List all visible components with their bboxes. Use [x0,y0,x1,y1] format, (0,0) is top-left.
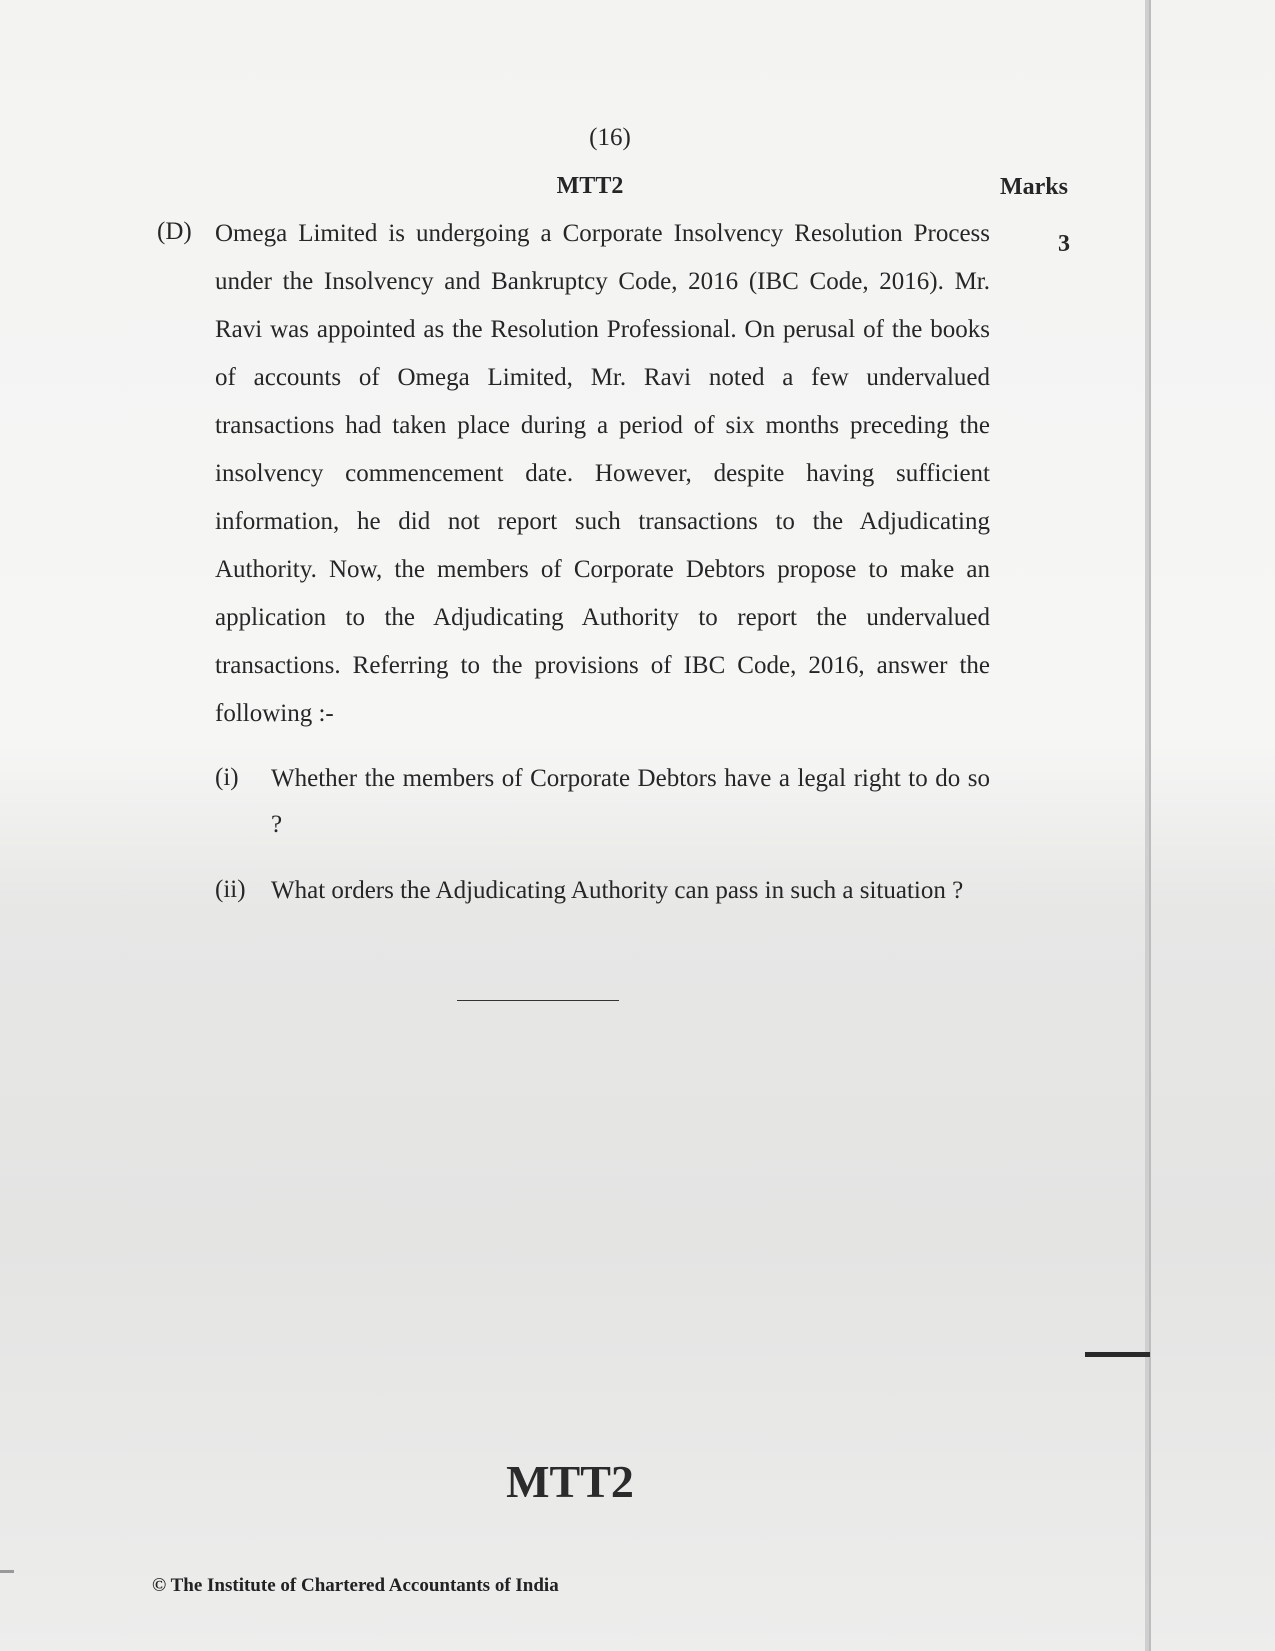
question-body: Omega Limited is undergoing a Corporate Insolvency Resolution Process under the Insolvency and Bankruptcy Code, 2016 (IBC Code, 2016). Mr. Ravi was appointed as the Resolution Professional. On perusal of the books of accounts of Omega Limited, Mr. Ravi noted a few undervalued transactions had taken place during a period of six months preceding the insolvency commencement date. However, despite having sufficient information, he did not report such transactions to the Adjudicating Authority. Now, the members of Corporate Debtors propose to make an application to the Adjudicating Authority to report the undervalued transactions. Referring to the provisions of IBC Code, 2016, answer the following :- [215,220,990,727]
sub-question-label: (ii) [215,876,246,903]
question-label: (D) [157,218,192,245]
sub-question-text: What orders the Adjudicating Authority can pass in such a situation ? [271,877,964,904]
end-divider [457,1000,619,1001]
page-number: (16) [589,124,631,151]
scan-mark [1085,1352,1150,1357]
paper-code-header: MTT2 [556,173,624,199]
page-edge-shadow [1149,0,1151,1651]
sub-question-label: (i) [215,764,239,791]
sub-question-text: Whether the members of Corporate Debtors have a legal right to do so ? [271,765,990,838]
copyright-notice: © The Institute of Chartered Accountants of India [152,1575,559,1596]
paper-code-footer: MTT2 [506,1456,634,1507]
marks-heading: Marks [1000,174,1068,200]
question-marks: 3 [1058,231,1070,257]
scan-mark-left [0,1570,14,1573]
